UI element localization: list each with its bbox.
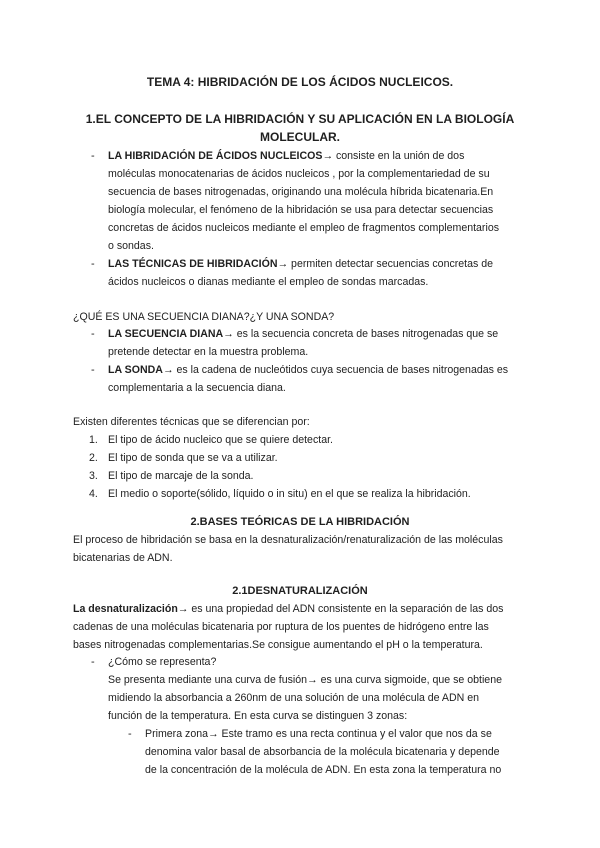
bullet1-line4: biología molecular, el fenómeno de la hibridación se usa para detectar secuencias xyxy=(108,204,494,216)
bullet4-line2: complementaria a la secuencia diana. xyxy=(108,382,286,394)
list-item-text: El tipo de marcaje de la sonda. xyxy=(108,470,254,482)
section21-line1: La desnaturalización→ es una propiedad del ADN consistente en la separación de las dos xyxy=(73,603,504,615)
bullet1-line6: o sondas. xyxy=(108,240,154,252)
section21-line3: bases nitrogenadas complementarias.Se consigue aumentando el pH o la temperatura. xyxy=(73,639,483,651)
bullet1-term: LA HIBRIDACIÓN DE ÁCIDOS NUCLEICOS xyxy=(108,150,323,162)
bullet1-line3: secuencia de bases nitrogenadas, originando una molécula híbrida bicatenaria.En xyxy=(108,186,494,198)
list-item-text: El tipo de ácido nucleico que se quiere detectar. xyxy=(108,434,333,446)
bullet2-line1: LAS TÉCNICAS DE HIBRIDACIÓN→ permiten detectar secuencias concretas de xyxy=(108,258,494,270)
section2-line1: El proceso de hibridación se basa en la desnaturalización/renaturalización de las moléculas xyxy=(73,534,503,546)
bullet-dash: - xyxy=(128,728,132,740)
zone1-line2: denomina valor basal de absorbancia de la molécula bicatenaria y depende xyxy=(145,746,500,758)
bullet4-line1: LA SONDA→ es la cadena de nucleótidos cuya secuencia de bases nitrogenadas es xyxy=(108,364,509,376)
list-item-text: El tipo de sonda que se va a utilizar. xyxy=(108,452,278,464)
bullet-dash: - xyxy=(91,328,95,340)
bullet2-line2: ácidos nucleicos o dianas mediante el empleo de sondas marcadas. xyxy=(108,276,429,288)
bullet3-term: LA SECUENCIA DIANA xyxy=(108,328,224,340)
zone1-line1: Primera zona→ Este tramo es una recta continua y el valor que nos da se xyxy=(145,728,492,740)
list-item-number: 3. xyxy=(89,470,98,482)
bullet4-term: LA SONDA xyxy=(108,364,163,376)
section21-answer-line1: Se presenta mediante una curva de fusión→ es una curva sigmoide, que se obtiene xyxy=(108,674,502,686)
bullet-dash: - xyxy=(91,150,95,162)
list-item-text: El medio o soporte(sólido, líquido o in situ) en el que se realiza la hibridación. xyxy=(108,488,471,500)
section21-answer-line3: función de la temperatura. En esta curva se distinguen 3 zonas: xyxy=(108,710,408,722)
bullet-dash: - xyxy=(91,258,95,270)
section21-term: La desnaturalización xyxy=(73,603,178,615)
section2-line2: bicatenarias de ADN. xyxy=(73,552,173,564)
bullet1-line5: concretas de ácidos nucleicos mediante el empleo de fragmentos complementarios xyxy=(108,222,500,234)
section1-heading-line1: 1.EL CONCEPTO DE LA HIBRIDACIÓN Y SU APLICACIÓN EN LA BIOLOGÍA xyxy=(85,112,515,126)
bullet2-term: LAS TÉCNICAS DE HIBRIDACIÓN xyxy=(108,258,278,270)
section21-question: ¿Cómo se representa? xyxy=(108,656,217,668)
bullet-dash: - xyxy=(91,364,95,376)
bullet3-line1: LA SECUENCIA DIANA→ es la secuencia concreta de bases nitrogenadas que se xyxy=(108,328,499,340)
list-item-number: 2. xyxy=(89,452,98,464)
techniques-intro: Existen diferentes técnicas que se diferencian por: xyxy=(73,416,310,428)
section1-heading-line2: MOLECULAR. xyxy=(260,130,340,144)
zone1-line3: de la concentración de la molécula de ADN. En esta zona la temperatura no xyxy=(145,764,502,776)
list-item-number: 1. xyxy=(89,434,98,446)
section21-answer-line2: midiendo la absorbancia a 260nm de una solución de una molécula de ADN en xyxy=(108,692,480,704)
bullet1-line1: LA HIBRIDACIÓN DE ÁCIDOS NUCLEICOS→ consiste en la unión de dos xyxy=(108,150,465,162)
bullet1-line2: moléculas monocatenarias de ácidos nucleicos , por la complementariedad de su xyxy=(108,168,490,180)
bullet3-line2: pretende detectar en la muestra problema. xyxy=(108,346,309,358)
section21-heading: 2.1DESNATURALIZACIÓN xyxy=(232,585,368,597)
question-heading: ¿QUÉ ES UNA SECUENCIA DIANA?¿Y UNA SONDA? xyxy=(73,311,335,323)
list-item-number: 4. xyxy=(89,488,98,500)
section2-heading: 2.BASES TEÓRICAS DE LA HIBRIDACIÓN xyxy=(190,516,410,528)
bullet-dash: - xyxy=(91,656,95,668)
section21-line2: cadenas de una moléculas bicatenaria por ruptura de los puentes de hidrógeno entre las xyxy=(73,621,489,633)
document-title: TEMA 4: HIBRIDACIÓN DE LOS ÁCIDOS NUCLEICOS. xyxy=(146,75,454,89)
